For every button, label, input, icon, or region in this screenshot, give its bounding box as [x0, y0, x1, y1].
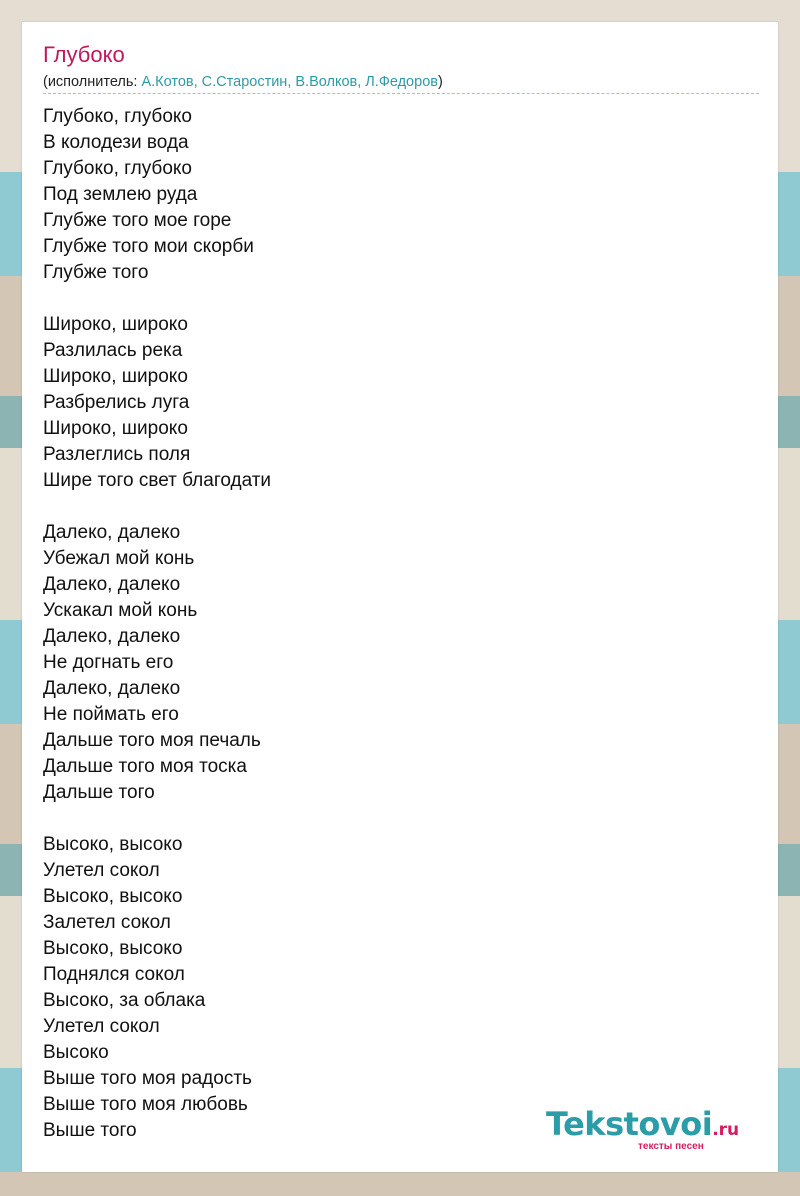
lyric-line: Глубже того мои скорби: [43, 236, 254, 257]
lyric-line: Глубоко, глубоко: [43, 106, 192, 127]
artist-prefix: (исполнитель:: [43, 74, 142, 90]
logo-domain: .ru: [712, 1120, 740, 1140]
lyric-line: Разбрелись луга: [43, 392, 190, 413]
logo-text: Tekstovoi: [546, 1105, 713, 1143]
lyric-line: Далеко, далеко: [43, 574, 181, 595]
stanza-break: [43, 806, 271, 832]
lyric-line: Выше того: [43, 1120, 137, 1141]
lyric-line: Под землею руда: [43, 184, 198, 205]
logo-tagline: тексты песен: [638, 1141, 704, 1152]
artist-link[interactable]: А.Котов, С.Старостин, В.Волков, Л.Федоров: [141, 74, 438, 90]
lyric-line: Далеко, далеко: [43, 678, 181, 699]
lyric-line: Широко, широко: [43, 418, 188, 439]
lyric-line: Глубже того: [43, 262, 149, 283]
lyric-line: В колодези вода: [43, 132, 189, 153]
lyric-line: Улетел сокол: [43, 1016, 160, 1037]
lyric-line: Убежал мой конь: [43, 548, 195, 569]
lyric-line: Широко, широко: [43, 366, 188, 387]
lyric-line: Улетел сокол: [43, 860, 160, 881]
lyric-line: Дальше того: [43, 782, 155, 803]
lyric-line: Высоко: [43, 1042, 109, 1063]
lyric-line: Высоко, за облака: [43, 990, 206, 1011]
lyric-line: Глубже того мое горе: [43, 210, 232, 231]
artist-line: [43, 74, 759, 94]
lyric-line: Далеко, далеко: [43, 626, 181, 647]
lyric-line: Высоко, высоко: [43, 886, 183, 907]
stanza-break: [43, 286, 271, 312]
lyric-line: Глубоко, глубоко: [43, 158, 192, 179]
lyric-line: Разлилась река: [43, 340, 183, 361]
artist-suffix: ): [437, 74, 443, 90]
lyric-line: Выше того моя любовь: [43, 1094, 248, 1115]
lyric-line: Далеко, далеко: [43, 522, 181, 543]
lyric-line: Дальше того моя печаль: [43, 730, 261, 751]
lyric-line: Разлеглись поля: [43, 444, 191, 465]
lyric-line: Широко, широко: [43, 314, 188, 335]
lyric-line: Высоко, высоко: [43, 834, 183, 855]
lyric-line: Выше того моя радость: [43, 1068, 252, 1089]
lyric-line: Шире того свет благодати: [43, 470, 272, 491]
lyric-line: Высоко, высоко: [43, 938, 183, 959]
lyric-line: Залетел сокол: [43, 912, 171, 933]
lyric-line: Не догнать его: [43, 652, 174, 673]
lyrics-card: [22, 22, 778, 1172]
stanza-break: [43, 494, 271, 520]
lyric-line: Дальше того моя тоска: [43, 756, 247, 777]
song-title: Глубоко: [43, 42, 125, 67]
lyric-line: Не поймать его: [43, 704, 179, 725]
lyric-line: Ускакал мой конь: [43, 600, 198, 621]
lyric-line: Поднялся сокол: [43, 964, 185, 985]
lyrics-text: [43, 104, 271, 1144]
